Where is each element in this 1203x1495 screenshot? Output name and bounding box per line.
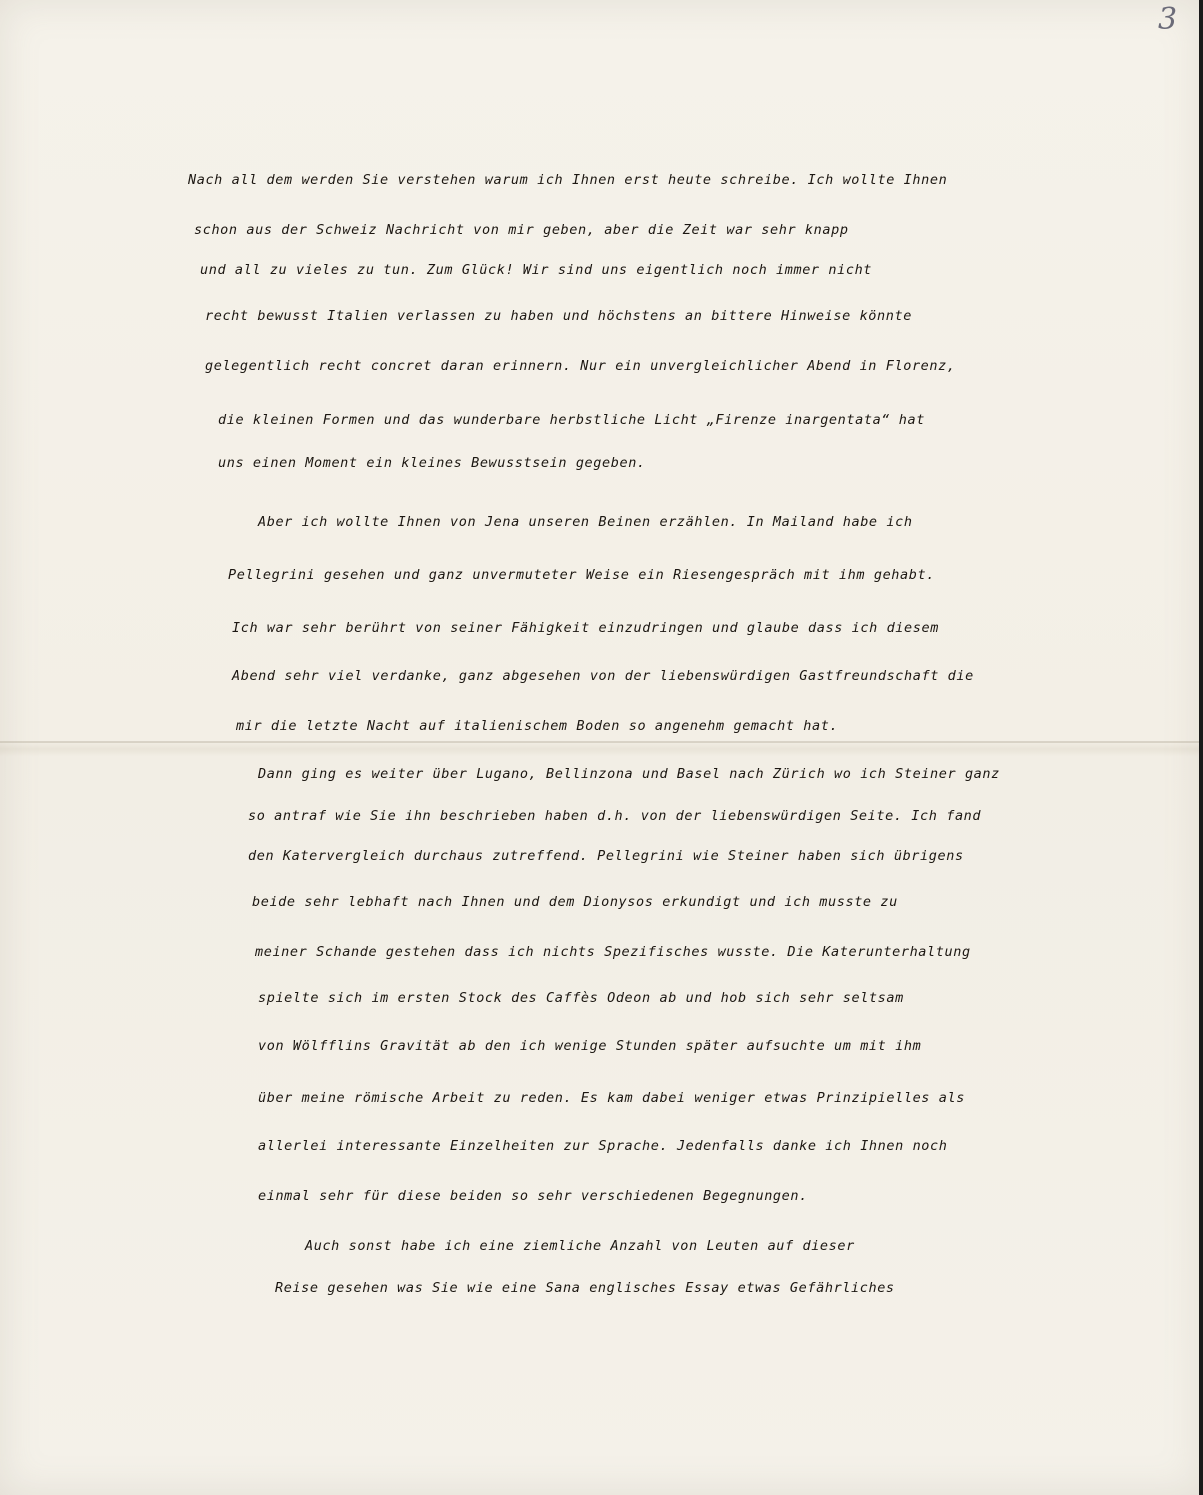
- text-line: über meine römische Arbeit zu reden. Es kam dabei weniger etwas Prinzipielles als: [258, 1090, 965, 1106]
- text-line: Aber ich wollte Ihnen von Jena unseren Beinen erzählen. In Mailand habe ich: [258, 514, 913, 530]
- text-line: den Katervergleich durchaus zutreffend. Pellegrini wie Steiner haben sich übrigens: [248, 848, 964, 864]
- text-line: und all zu vieles zu tun. Zum Glück! Wir sind uns eigentlich noch immer nicht: [200, 262, 873, 278]
- text-line: so antraf wie Sie ihn beschrieben haben d.h. von der liebenswürdigen Seite. Ich fand: [248, 808, 982, 824]
- page-number: 3: [1158, 2, 1178, 37]
- text-line: uns einen Moment ein kleines Bewusstsein gegeben.: [218, 455, 646, 471]
- text-line: schon aus der Schweiz Nachricht von mir geben, aber die Zeit war sehr knapp: [194, 222, 849, 238]
- text-line: Reise gesehen was Sie wie eine Sana englisches Essay etwas Gefährliches: [275, 1280, 895, 1296]
- text-line: Pellegrini gesehen und ganz unvermuteter Weise ein Riesengespräch mit ihm gehabt.: [228, 567, 935, 583]
- text-line: mir die letzte Nacht auf italienischem Boden so angenehm gemacht hat.: [236, 718, 839, 734]
- text-line: allerlei interessante Einzelheiten zur Sprache. Jedenfalls danke ich Ihnen noch: [258, 1138, 948, 1154]
- text-line: die kleinen Formen und das wunderbare herbstliche Licht „Firenze inargentata“ hat: [218, 412, 925, 428]
- fold-crease: [0, 741, 1203, 743]
- scan-edge: [1199, 0, 1203, 1495]
- text-line: Abend sehr viel verdanke, ganz abgesehen von der liebenswürdigen Gastfreundschaft die: [232, 668, 974, 684]
- text-line: von Wölfflins Gravität ab den ich wenige Stunden später aufsuchte um mit ihm: [258, 1038, 922, 1054]
- text-line: beide sehr lebhaft nach Ihnen und dem Dionysos erkundigt und ich musste zu: [252, 894, 898, 910]
- text-line: meiner Schande gestehen dass ich nichts Spezifisches wusste. Die Katerunterhaltung: [255, 944, 971, 960]
- text-line: spielte sich im ersten Stock des Caffès Odeon ab und hob sich sehr seltsam: [258, 990, 904, 1006]
- text-line: einmal sehr für diese beiden so sehr verschiedenen Begegnungen.: [258, 1188, 808, 1204]
- text-line: Ich war sehr berührt von seiner Fähigkeit einzudringen und glaube dass ich diesem: [232, 620, 939, 636]
- text-line: Dann ging es weiter über Lugano, Bellinzona und Basel nach Zürich wo ich Steiner ganz: [258, 766, 1000, 782]
- text-line: Nach all dem werden Sie verstehen warum ich Ihnen erst heute schreibe. Ich wollte Ihnen: [188, 172, 948, 188]
- text-line: gelegentlich recht concret daran erinnern. Nur ein unvergleichlicher Abend in Florenz,: [205, 358, 956, 374]
- text-line: Auch sonst habe ich eine ziemliche Anzahl von Leuten auf dieser: [305, 1238, 855, 1254]
- text-line: recht bewusst Italien verlassen zu haben und höchstens an bittere Hinweise könnte: [205, 308, 912, 324]
